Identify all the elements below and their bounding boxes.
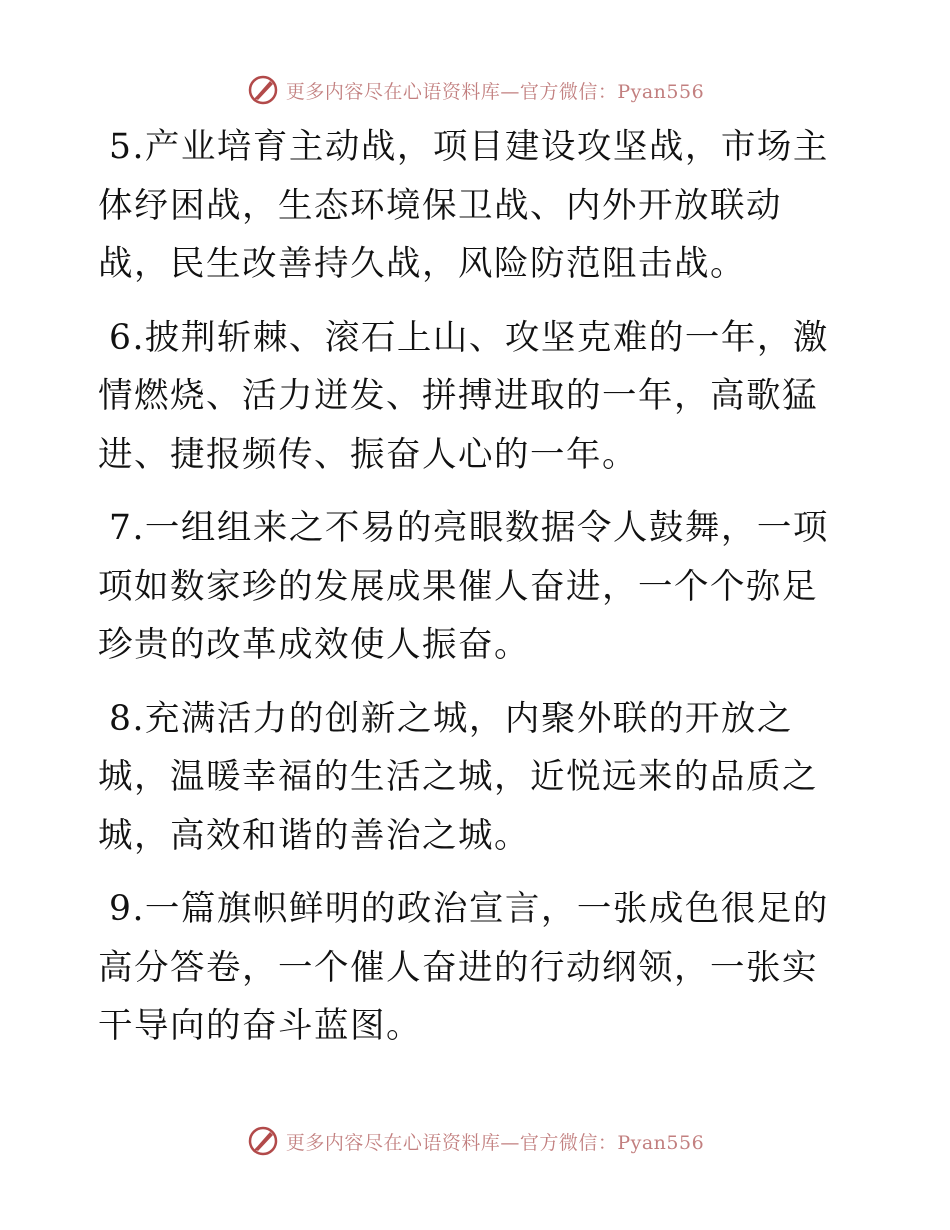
quill-pen-logo-icon xyxy=(246,73,280,107)
watermark-text: 更多内容尽在心语资料库—官方微信：Pyan556 xyxy=(285,80,705,103)
document-body xyxy=(98,118,850,1071)
paragraph-5: 5.产业培育主动战，项目建设攻坚战，市场主体纾困战，生态环境保卫战、内外开放联动战，民生改善持久战，风险防范阻击战。 xyxy=(98,127,829,284)
watermark-text: 更多内容尽在心语资料库—官方微信：Pyan556 xyxy=(285,1131,705,1154)
paragraph-8: 8.充满活力的创新之城，内聚外联的开放之城，温暖幸福的生活之城，近悦远来的品质之城，高效和谐的善治之城。 xyxy=(98,698,818,856)
header-watermark xyxy=(0,70,950,110)
footer-watermark xyxy=(0,1121,950,1161)
paragraph-6: 6.披荆斩棘、滚石上山、攻坚克难的一年，激情燃烧、活力迸发、拼搏进取的一年，高歌猛进、捷报频传、振奋人心的一年。 xyxy=(98,317,829,475)
paragraph-7: 7.一组组来之不易的亮眼数据令人鼓舞，一项项如数家珍的发展成果催人奋进，一个个弥足珍贵的改革成效使人振奋。 xyxy=(98,508,829,665)
quill-pen-logo-icon xyxy=(246,1124,280,1158)
paragraph-9: 9.一篇旗帜鲜明的政治宣言，一张成色很足的高分答卷，一个催人奋进的行动纲领，一张实干导向的奋斗蓝图。 xyxy=(98,889,829,1046)
